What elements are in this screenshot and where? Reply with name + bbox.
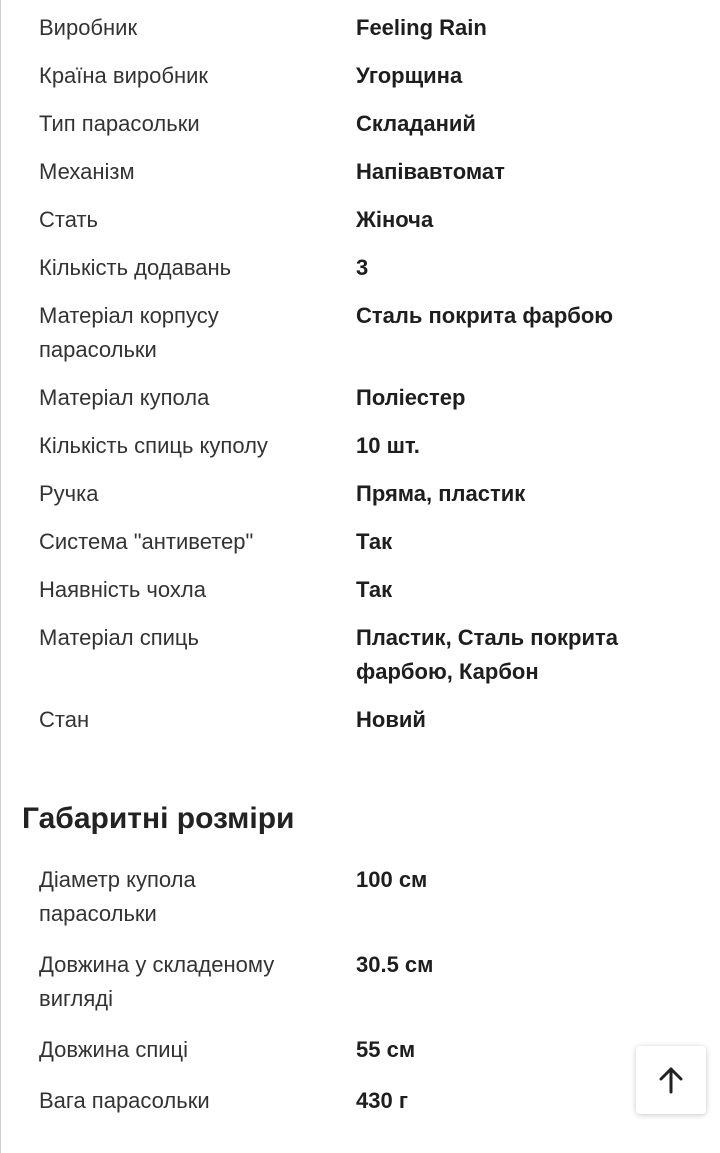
spec-label: Ручка [39, 481, 99, 506]
dimension-label: Діаметр купола парасольки [39, 867, 196, 926]
spec-label: Країна виробник [39, 63, 209, 88]
spec-value: Так [356, 529, 393, 554]
spec-label: Виробник [39, 15, 138, 40]
spec-label: Стать [39, 207, 99, 232]
spec-row [39, 11, 679, 45]
spec-row [39, 703, 679, 737]
spec-row [39, 251, 679, 285]
spec-label: Кількість додавань [39, 255, 232, 280]
dimension-row [39, 1084, 679, 1118]
dimension-label: Вага парасольки [39, 1088, 210, 1113]
dimension-row [39, 948, 679, 1016]
spec-row [39, 107, 679, 141]
spec-row [39, 429, 679, 463]
spec-value: Пластик, Сталь покрита фарбою, Карбон [356, 625, 619, 684]
spec-value: Напівавтомат [356, 159, 505, 184]
spec-label: Стан [39, 707, 90, 732]
spec-row [39, 203, 679, 237]
dimension-value: 430 г [356, 1088, 408, 1113]
spec-value: Сталь покрита фарбою [356, 303, 614, 328]
spec-value: Пряма, пластик [356, 481, 526, 506]
spec-row [39, 155, 679, 189]
spec-row [39, 621, 679, 689]
spec-label: Тип парасольки [39, 111, 200, 136]
arrow-up-icon [655, 1064, 687, 1096]
spec-value: Угорщина [356, 63, 463, 88]
spec-row [39, 381, 679, 415]
scroll-to-top-button[interactable] [636, 1046, 706, 1114]
dimension-row [39, 863, 679, 931]
spec-row [39, 59, 679, 93]
dimension-value: 100 см [356, 867, 428, 892]
spec-value: 3 [356, 255, 369, 280]
dimension-value: 30.5 см [356, 952, 434, 977]
dimension-row [39, 1033, 679, 1067]
spec-value: Складаний [356, 111, 476, 136]
spec-label: Матеріал купола [39, 385, 210, 410]
spec-label: Механізм [39, 159, 135, 184]
dimension-label: Довжина у складеному вигляді [39, 952, 275, 1011]
spec-row [39, 573, 679, 607]
spec-label: Система "антиветер" [39, 529, 254, 554]
spec-row [39, 477, 679, 511]
dimensions-table [39, 863, 679, 1135]
specs-table [39, 11, 679, 751]
spec-label: Кількість спиць куполу [39, 433, 268, 458]
dimensions-heading: Габаритні розміри [22, 802, 295, 835]
spec-value: 10 шт. [356, 433, 420, 458]
spec-label: Матеріал корпусу парасольки [39, 303, 219, 362]
dimension-label: Довжина спиці [39, 1037, 189, 1062]
spec-row [39, 299, 679, 367]
spec-label: Наявність чохла [39, 577, 206, 602]
spec-value: Так [356, 577, 393, 602]
spec-value: Жіноча [356, 207, 434, 232]
spec-value: Новий [356, 707, 426, 732]
spec-label: Матеріал спиць [39, 625, 199, 650]
spec-row [39, 525, 679, 559]
spec-value: Feeling Rain [356, 15, 487, 40]
dimension-value: 55 см [356, 1037, 416, 1062]
spec-value: Поліестер [356, 385, 466, 410]
